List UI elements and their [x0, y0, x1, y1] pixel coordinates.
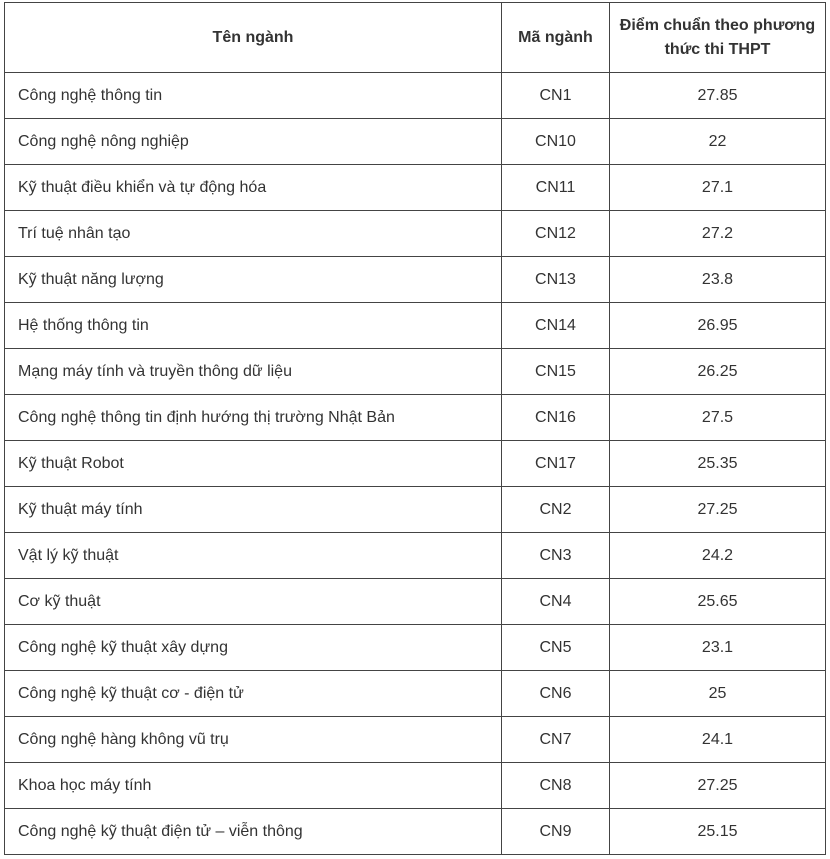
table-row — [5, 395, 826, 441]
major-code-cell: CN6 — [502, 671, 610, 717]
major-name-cell: Kỹ thuật máy tính — [5, 487, 502, 533]
cutoff-score-cell: 23.8 — [610, 257, 826, 303]
cutoff-score-cell: 26.25 — [610, 349, 826, 395]
table-row — [5, 579, 826, 625]
major-code-cell: CN7 — [502, 717, 610, 763]
cutoff-score-cell: 27.85 — [610, 73, 826, 119]
cutoff-score-cell: 25 — [610, 671, 826, 717]
major-name-cell: Kỹ thuật năng lượng — [5, 257, 502, 303]
major-name-cell: Công nghệ thông tin — [5, 73, 502, 119]
cutoff-score-cell: 27.25 — [610, 763, 826, 809]
major-code-cell: CN5 — [502, 625, 610, 671]
major-code-cell: CN10 — [502, 119, 610, 165]
header-row — [5, 3, 826, 73]
major-name-cell: Kỹ thuật Robot — [5, 441, 502, 487]
table-row — [5, 119, 826, 165]
major-code-cell: CN2 — [502, 487, 610, 533]
cutoff-score-cell: 27.25 — [610, 487, 826, 533]
major-name-cell: Công nghệ kỹ thuật cơ - điện tử — [5, 671, 502, 717]
table-row — [5, 717, 826, 763]
major-code-cell: CN17 — [502, 441, 610, 487]
cutoff-score-cell: 25.35 — [610, 441, 826, 487]
cutoff-score-cell: 25.15 — [610, 809, 826, 855]
table-row — [5, 671, 826, 717]
header-major-name: Tên ngành — [5, 3, 502, 73]
cutoff-score-cell: 24.2 — [610, 533, 826, 579]
major-code-cell: CN16 — [502, 395, 610, 441]
major-code-cell: CN11 — [502, 165, 610, 211]
major-code-cell: CN8 — [502, 763, 610, 809]
major-name-cell: Khoa học máy tính — [5, 763, 502, 809]
table-row — [5, 625, 826, 671]
table-body — [5, 73, 826, 855]
cutoff-score-cell: 24.1 — [610, 717, 826, 763]
cutoff-score-cell: 25.65 — [610, 579, 826, 625]
major-name-cell: Công nghệ hàng không vũ trụ — [5, 717, 502, 763]
major-name-cell: Công nghệ kỹ thuật điện tử – viễn thông — [5, 809, 502, 855]
table-row — [5, 763, 826, 809]
major-name-cell: Công nghệ thông tin định hướng thị trường Nhật Bản — [5, 395, 502, 441]
table-row — [5, 303, 826, 349]
table-header — [5, 3, 826, 73]
cutoff-score-cell: 22 — [610, 119, 826, 165]
table-row — [5, 73, 826, 119]
major-code-cell: CN1 — [502, 73, 610, 119]
major-name-cell: Công nghệ kỹ thuật xây dựng — [5, 625, 502, 671]
major-code-cell: CN4 — [502, 579, 610, 625]
table-row — [5, 349, 826, 395]
major-code-cell: CN15 — [502, 349, 610, 395]
table-row — [5, 211, 826, 257]
table-row — [5, 257, 826, 303]
major-name-cell: Vật lý kỹ thuật — [5, 533, 502, 579]
major-code-cell: CN12 — [502, 211, 610, 257]
table-row — [5, 533, 826, 579]
cutoff-score-cell: 27.1 — [610, 165, 826, 211]
header-cutoff-score: Điểm chuẩn theo phương thức thi THPT — [610, 3, 826, 73]
major-name-cell: Cơ kỹ thuật — [5, 579, 502, 625]
table-row — [5, 165, 826, 211]
major-code-cell: CN9 — [502, 809, 610, 855]
table-row — [5, 441, 826, 487]
table-row — [5, 487, 826, 533]
major-name-cell: Trí tuệ nhân tạo — [5, 211, 502, 257]
table-row — [5, 809, 826, 855]
cutoff-score-cell: 23.1 — [610, 625, 826, 671]
major-code-cell: CN13 — [502, 257, 610, 303]
major-name-cell: Kỹ thuật điều khiển và tự động hóa — [5, 165, 502, 211]
cutoff-score-cell: 27.2 — [610, 211, 826, 257]
admission-scores-table — [4, 2, 826, 855]
major-code-cell: CN14 — [502, 303, 610, 349]
header-major-code: Mã ngành — [502, 3, 610, 73]
cutoff-score-cell: 26.95 — [610, 303, 826, 349]
cutoff-score-cell: 27.5 — [610, 395, 826, 441]
major-name-cell: Hệ thống thông tin — [5, 303, 502, 349]
major-name-cell: Mạng máy tính và truyền thông dữ liệu — [5, 349, 502, 395]
major-code-cell: CN3 — [502, 533, 610, 579]
major-name-cell: Công nghệ nông nghiệp — [5, 119, 502, 165]
